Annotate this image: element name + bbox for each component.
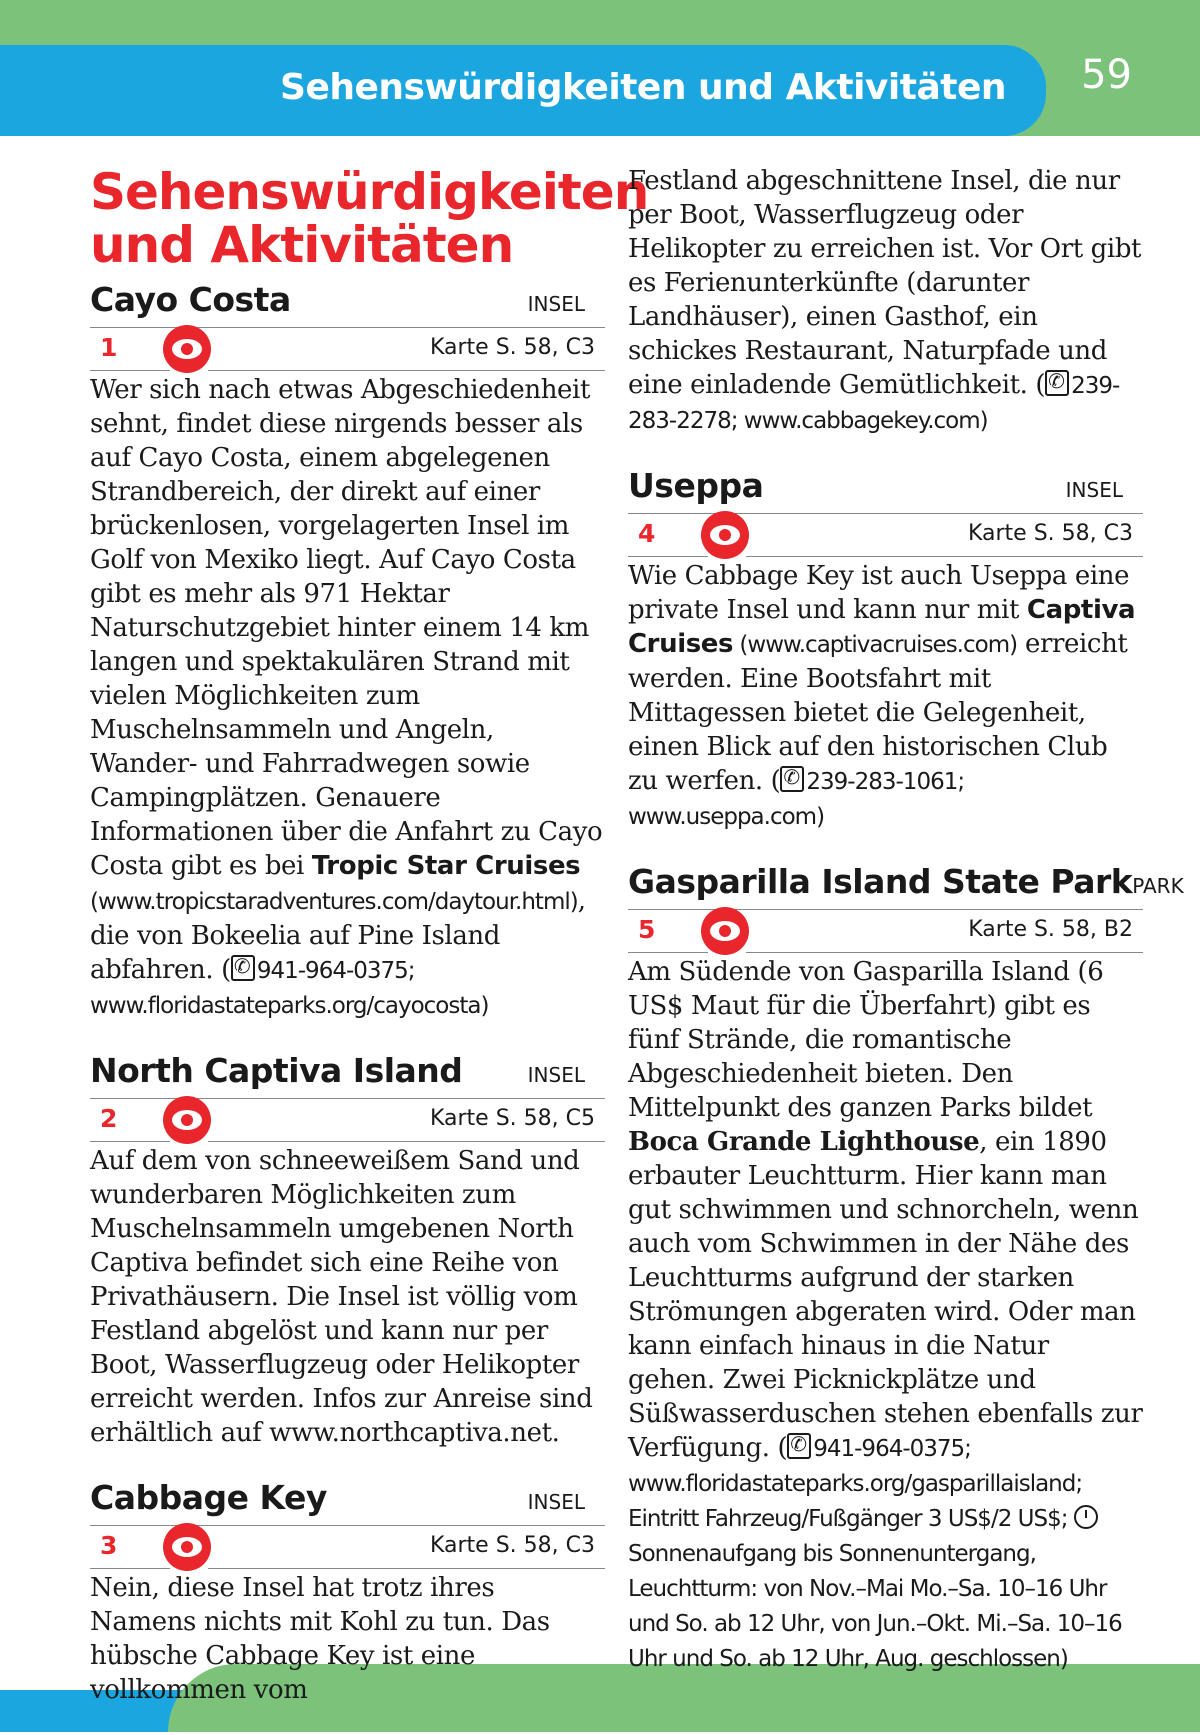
entry-number: 3 xyxy=(100,1531,118,1560)
phone-number: 941-964-0375; xyxy=(256,958,415,984)
entry-number: 1 xyxy=(100,333,118,362)
entry-heading xyxy=(90,1478,605,1517)
running-header-title: Sehenswürdigkeiten und Aktivitäten xyxy=(280,67,1006,108)
entry-heading xyxy=(628,862,1184,901)
eye-icon xyxy=(163,325,211,373)
web-link: (www.tropicstaradventures.com/daytour.html) xyxy=(90,889,578,915)
map-reference: Karte S. 58, B2 xyxy=(968,917,1133,942)
entry-text: Wie Cabbage Key ist auch Useppa eine private Insel und kann nur mit Captiva Cruises (www.captivacruises.com) erreicht werden. Eine Bootsfahrt mit Mittagessen bietet die Gelegenheit, einen Blick auf den historischen Club zu werfen. (✆ 239-283-1061; www.useppa.com) xyxy=(628,559,1143,834)
phone-number: 239-283-1061; xyxy=(806,769,965,795)
eye-icon xyxy=(163,1096,211,1144)
entry-name: Useppa xyxy=(628,466,764,505)
entry-type: INSEL xyxy=(527,292,585,316)
entry-number: 5 xyxy=(638,915,656,944)
chapter-title-line2: und Aktivitäten xyxy=(90,216,514,274)
bold-name: Captiva Cruises xyxy=(628,595,1136,659)
web-link: www.cabbagekey.com) xyxy=(737,408,988,434)
web-link: www.useppa.com) xyxy=(628,804,825,830)
right-column xyxy=(628,164,1184,1704)
bold-name: Tropic Star Cruises xyxy=(311,851,581,881)
phone-number: 239-283-2278; xyxy=(628,373,1120,434)
map-reference: Karte S. 58, C5 xyxy=(429,1106,595,1131)
entry-type: INSEL xyxy=(527,1490,585,1514)
eye-icon xyxy=(163,1523,211,1571)
entry-number: 4 xyxy=(638,519,656,548)
phone-icon xyxy=(787,1433,811,1459)
opening-hours: Sonnenaufgang bis Sonnenuntergang, Leuchtturm: von Nov.–Mai Mo.–Sa. 10–16 Uhr und So. ab 12 Uhr, von Jun.–Okt. Mi.–Sa. 10–16 Uhr und So. ab 12 Uhr, Aug. geschlossen) xyxy=(628,1541,1122,1672)
chapter-title xyxy=(90,163,649,274)
entry-name: Gasparilla Island State Park xyxy=(628,862,1133,901)
entry-reference-row xyxy=(90,1525,605,1569)
entry-heading xyxy=(90,1051,605,1090)
entry-reference-row xyxy=(90,1098,605,1142)
entry-number: 2 xyxy=(100,1104,118,1133)
entry-text: Nein, diese Insel hat trotz ihres Namens nichts mit Kohl zu tun. Das hübsche Cabbage Key ist eine vollkommen vom xyxy=(90,1573,550,1705)
map-reference: Karte S. 58, C3 xyxy=(429,335,595,360)
entry-type: INSEL xyxy=(1065,478,1123,502)
entry-text: Wer sich nach etwas Abgeschiedenheit sehnt, findet diese nirgends besser als auf Cayo Costa, einem abgelegenen Strandbereich, der direkt auf einer brückenlosen, vorgelagerten Insel im Golf von Mexiko liegt. Auf Cayo Costa gibt es mehr als 971 Hektar Naturschutzgebiet hinter einem 14 km langen und spektakulären Strand mit vielen Möglichkeiten zum Muschelnsammeln und Angeln, Wander- und Fahrradwegen sowie Campingplätzen. Genauere Informationen über die Anfahrt zu Cayo Costa gibt es bei Tropic Star Cruises (www.tropicstaradventures.com/daytour.html), die von Bokeelia auf Pine Island abfahren. (✆ 941-964-0375; www.floridastateparks.org/cayocosta) xyxy=(90,373,605,1023)
entry-text: Am Südende von Gasparilla Island (6 US$ Maut für die Überfahrt) gibt es fünf Strände, die romantische Abgeschiedenheit bieten. Den Mittelpunkt des ganzen Parks bildet Boca Grande Lighthouse, ein 1890 erbauter Leuchtturm. Hier kann man gut schwimmen und schnorcheln, wenn auch vom Schwimmen in der Nähe des Leuchtturms aufgrund der starken Strömungen abgeraten wird. Oder man kann einfach hinaus in die Natur gehen. Zwei Picknickplätze und Süßwasserduschen stehen ebenfalls zur Verfügung. (✆ 941-964-0375; www.floridastateparks.org/gasparillaisland; Eintritt Fahrzeug/Fußgänger 3 US$/2 US$; Sonnenaufgang bis Sonnenuntergang, Leuchtturm: von Nov.–Mai Mo.–Sa. 10–16 Uhr und So. ab 12 Uhr, von Jun.–Okt. Mi.–Sa. 10–16 Uhr und So. ab 12 Uhr, Aug. geschlossen) xyxy=(628,955,1143,1676)
entry-text-continued: Festland abgeschnittene Insel, die nur per Boot, Wasserflugzeug oder Helikopter zu erreichen ist. Vor Ort gibt es Ferienunterkünfte (darunter Landhäuser), einen Gasthof, ein schickes Restaurant, Naturpfade und eine einladende Gemütlichkeit. (✆ 239-283-2278; www.cabbagekey.com) xyxy=(628,164,1143,438)
entry-name: North Captiva Island xyxy=(90,1051,463,1090)
entry-name: Cabbage Key xyxy=(90,1478,327,1517)
header-blue-band xyxy=(0,45,1046,136)
phone-number: 941-964-0375; xyxy=(813,1436,971,1462)
web-link: www.floridastateparks.org/cayocosta) xyxy=(90,993,489,1019)
bold-name: Boca Grande Lighthouse xyxy=(628,1127,980,1157)
entry-heading xyxy=(90,280,605,319)
phone-icon xyxy=(1045,370,1069,396)
eye-icon xyxy=(701,907,749,955)
eye-icon xyxy=(701,511,749,559)
entry-reference-row xyxy=(628,513,1143,557)
left-column xyxy=(90,163,649,1735)
entry-reference-row xyxy=(90,327,605,371)
page-number: 59 xyxy=(1081,52,1132,98)
map-reference: Karte S. 58, C3 xyxy=(967,521,1133,546)
entry-text: Auf dem von schneeweißem Sand und wunderbaren Möglichkeiten zum Muschelnsammeln umgebenen North Captiva befindet sich eine Reihe von Privathäusern. Die Insel ist völlig vom Festland abgelöst und kann nur per Boot, Wasserflugzeug oder Helikopter erreicht werden. Infos zur Anreise sind erhältlich auf www.northcaptiva.net. xyxy=(90,1146,593,1448)
phone-icon xyxy=(231,955,255,981)
entry-type: INSEL xyxy=(527,1063,585,1087)
entry-heading xyxy=(628,466,1143,505)
entry-reference-row xyxy=(628,909,1143,953)
chapter-title-line1: Sehenswürdigkeiten xyxy=(90,163,649,221)
clock-icon xyxy=(1074,1505,1098,1529)
practical-info: www.floridastateparks.org/gasparillaisland; Eintritt Fahrzeug/Fußgänger 3 US$/2 US$; xyxy=(628,1471,1083,1532)
map-reference: Karte S. 58, C3 xyxy=(429,1533,595,1558)
entry-name: Cayo Costa xyxy=(90,280,291,319)
entry-type: PARK xyxy=(1132,874,1184,898)
phone-icon xyxy=(780,766,804,792)
web-link: (www.captivacruises.com) xyxy=(733,632,1018,658)
